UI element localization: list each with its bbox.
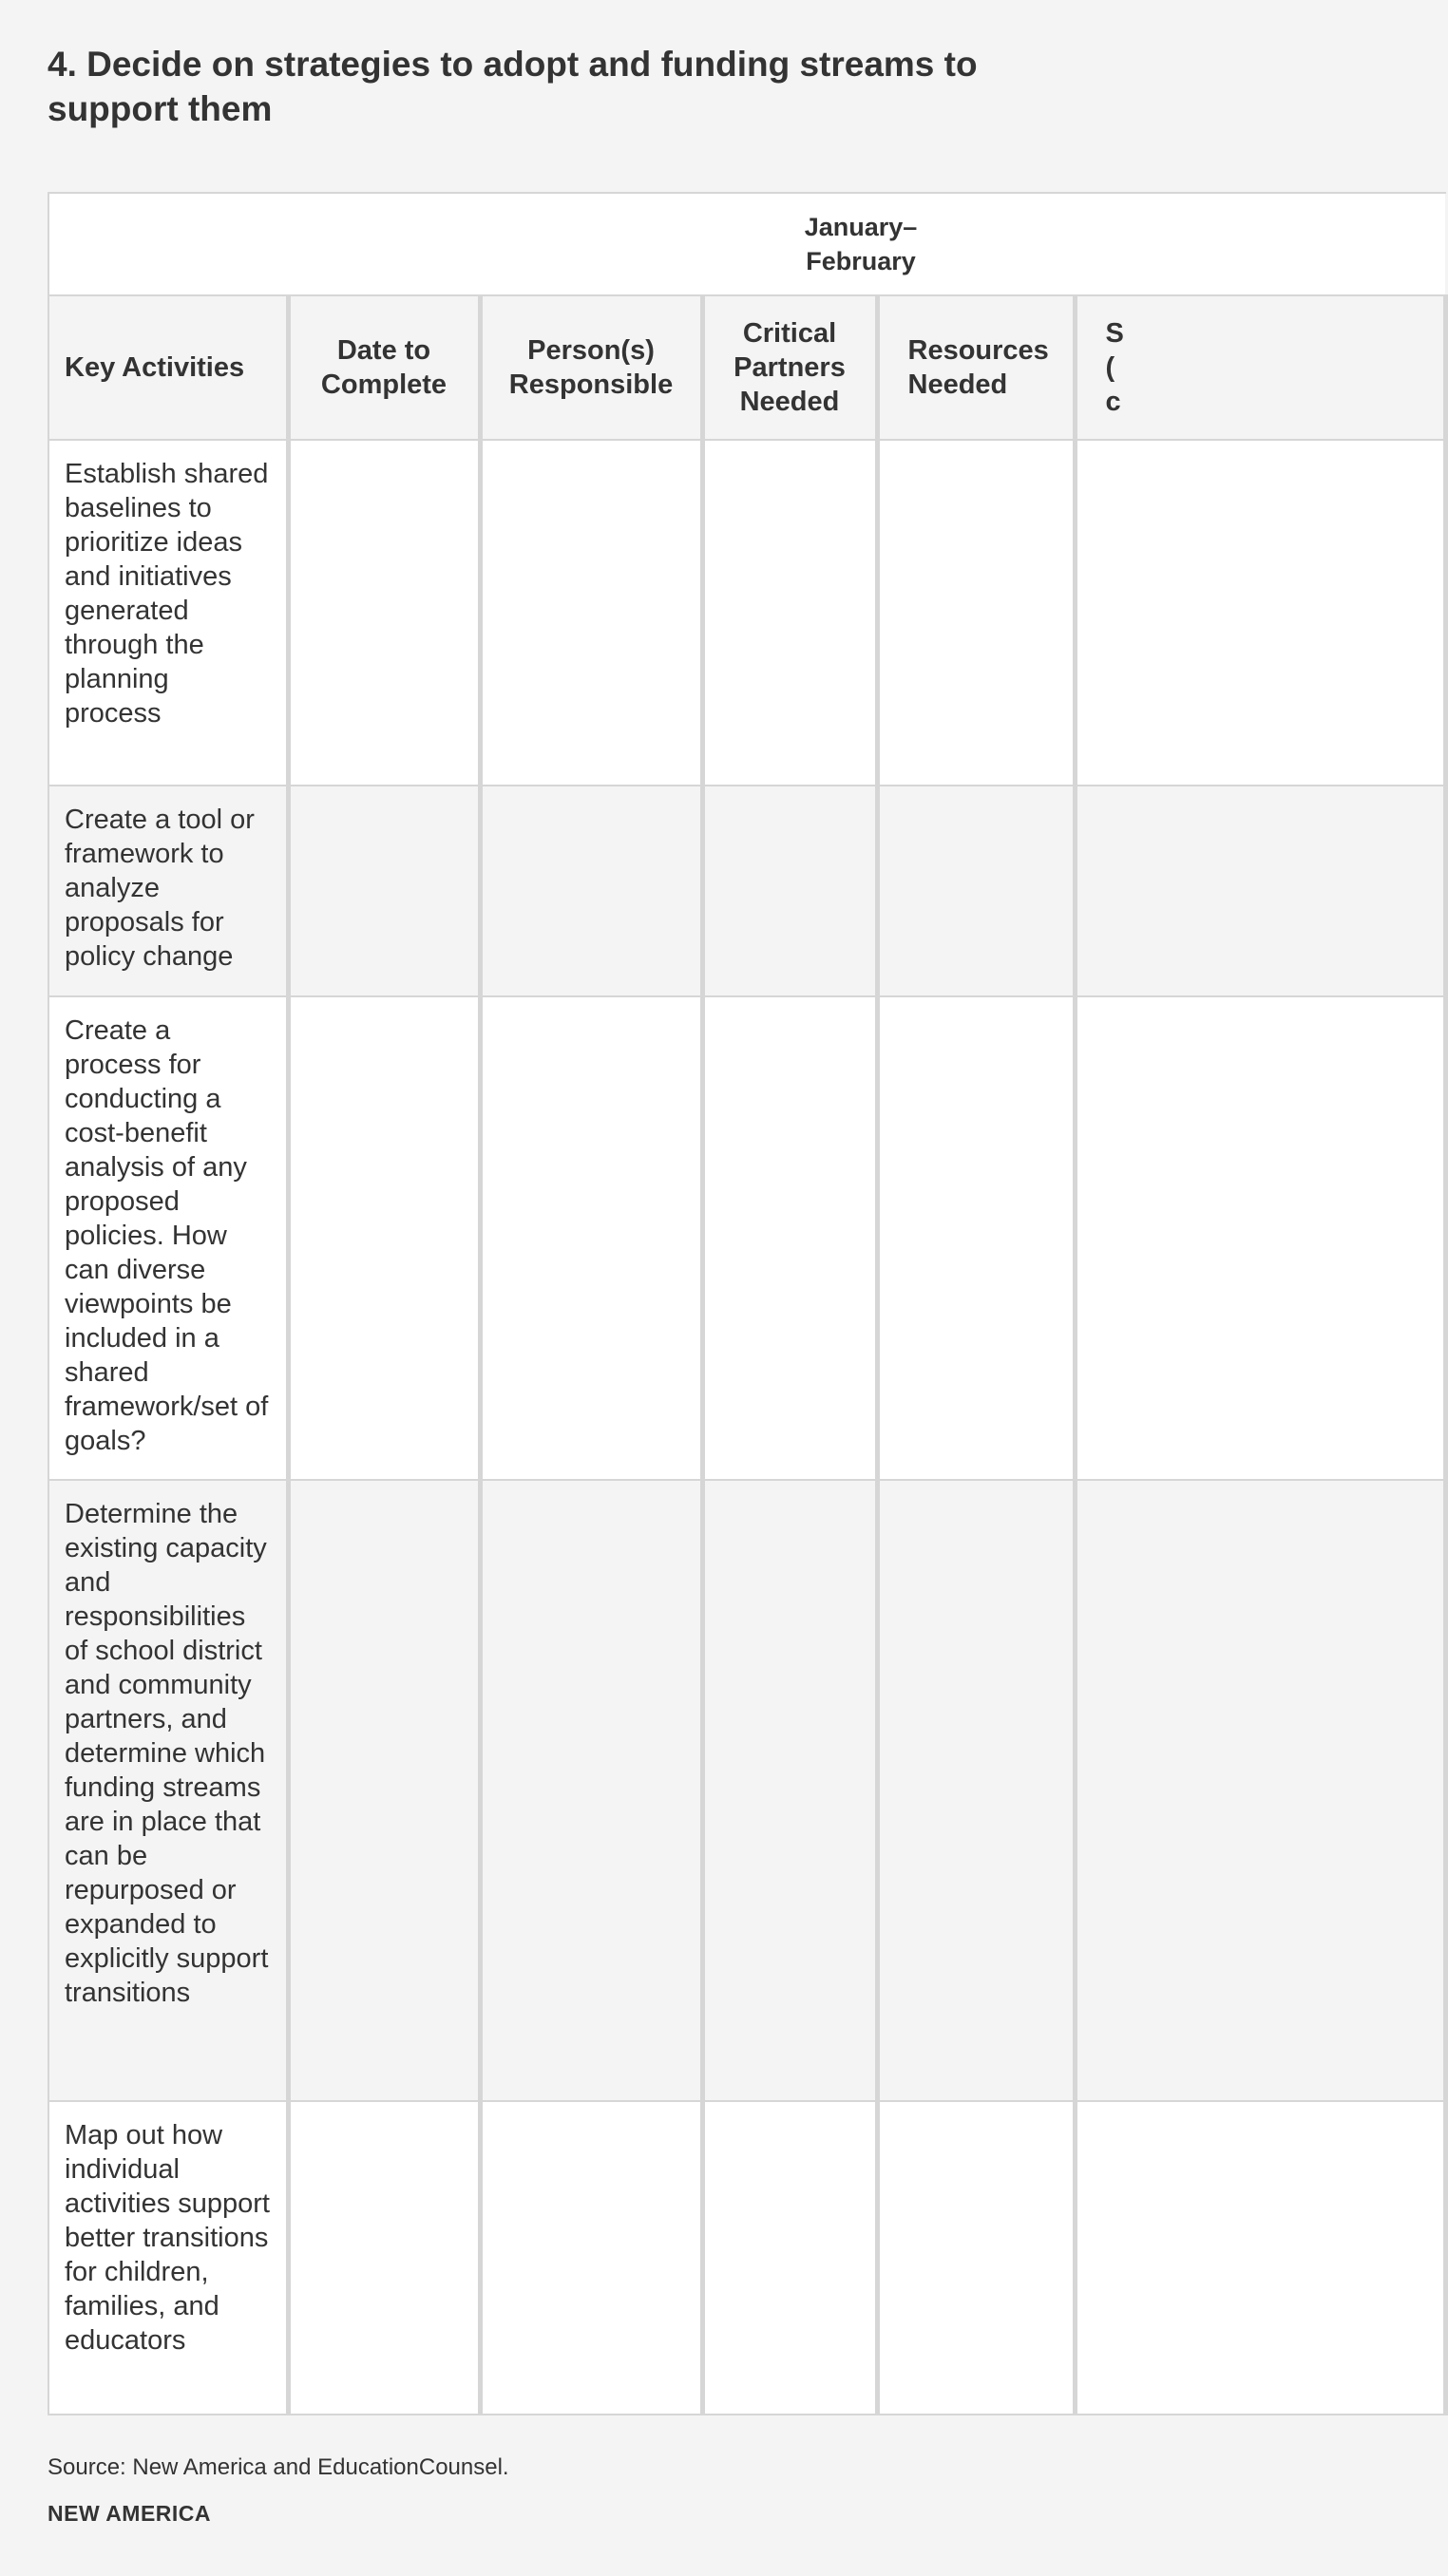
partners-cell (702, 786, 877, 996)
column-header-critical-partners: Critical Partners Needed (702, 295, 877, 440)
group-header (48, 193, 1445, 295)
activities-table-container[interactable] (48, 192, 1124, 2419)
activity-cell: Determine the existing capacity and responsibilities of school district and community partners, and determine which funding streams are in place that can be repurposed or expanded to explicitly support transitions (48, 1480, 288, 2101)
responsible-cell (480, 2101, 702, 2415)
partners-cell (702, 1480, 877, 2101)
responsible-cell (480, 1480, 702, 2101)
activity-cell: Create a process for conducting a cost-benefit analysis of any proposed policies. How can diverse viewpoints be included in a shared framework/set of goals? (48, 996, 288, 1480)
column-header-row (48, 295, 1445, 440)
group-header-row (48, 193, 1445, 295)
column-header-persons-responsible: Person(s) Responsible (480, 295, 702, 440)
date-cell (288, 2101, 480, 2415)
date-cell (288, 440, 480, 786)
column-header-key-activities: Key Activities (48, 295, 288, 440)
extra-cell (1075, 440, 1445, 786)
resources-cell (877, 2101, 1075, 2415)
partners-cell (702, 440, 877, 786)
table-row (48, 2101, 1445, 2415)
column-header-truncated-label: S( c (1105, 318, 1124, 417)
table-row (48, 996, 1445, 1480)
date-cell (288, 786, 480, 996)
partners-cell (702, 2101, 877, 2415)
table-row (48, 786, 1445, 996)
group-header-label: January– February (804, 213, 918, 275)
column-header-resources-needed: Resources Needed (877, 295, 1075, 440)
activity-cell: Map out how individual activities support better transitions for children, families, and educators (48, 2101, 288, 2415)
activities-table (48, 192, 1448, 2415)
activity-cell: Create a tool or framework to analyze proposals for policy change (48, 786, 288, 996)
date-cell (288, 1480, 480, 2101)
partners-cell (702, 996, 877, 1480)
responsible-cell (480, 440, 702, 786)
source-note: Source: New America and EducationCounsel. (48, 2454, 509, 2480)
table-row (48, 1480, 1445, 2101)
date-cell (288, 996, 480, 1480)
responsible-cell (480, 996, 702, 1480)
resources-cell (877, 1480, 1075, 2101)
column-header-date-to-complete: Date to Complete (288, 295, 480, 440)
resources-cell (877, 786, 1075, 996)
activity-cell: Establish shared baselines to prioritize ideas and initiatives generated through the planning process (48, 440, 288, 786)
extra-cell (1075, 1480, 1445, 2101)
table-row (48, 440, 1445, 786)
column-header-truncated (1075, 295, 1445, 440)
extra-cell (1075, 786, 1445, 996)
resources-cell (877, 440, 1075, 786)
responsible-cell (480, 786, 702, 996)
page-title: 4. Decide on strategies to adopt and funding streams to support them (48, 45, 978, 128)
resources-cell (877, 996, 1075, 1480)
brand-logo-text: NEW AMERICA (48, 2501, 212, 2526)
extra-cell (1075, 2101, 1445, 2415)
extra-cell (1075, 996, 1445, 1480)
